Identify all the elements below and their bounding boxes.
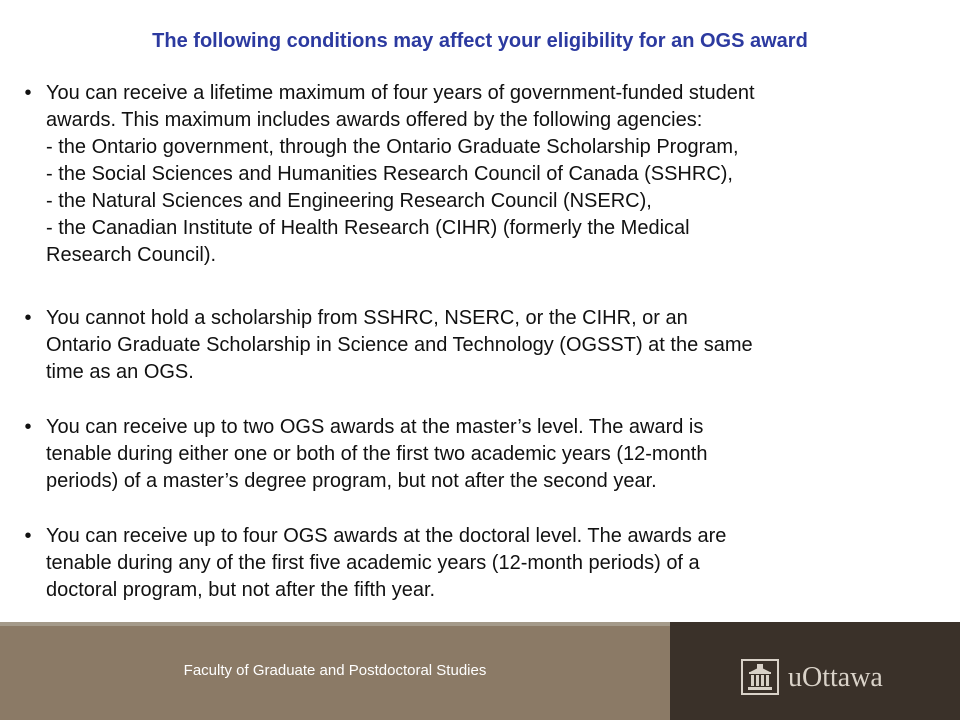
- uottawa-logo: [740, 656, 900, 696]
- uottawa-building-icon: [740, 656, 780, 696]
- bullet-line: You can receive up to four OGS awards at the doctoral level. The awards are: [46, 525, 727, 547]
- bullet-line: - the Natural Sciences and Engineering Research Council (NSERC),: [46, 190, 652, 212]
- bullet-line: Ontario Graduate Scholarship in Science and Technology (OGSST) at the same: [46, 334, 753, 356]
- bullet-line: You can receive up to two OGS awards at the master’s level. The award is: [46, 416, 704, 438]
- bullet-line: tenable during either one or both of the first two academic years (12-month: [46, 443, 708, 465]
- bullet-line: awards. This maximum includes awards offered by the following agencies:: [46, 109, 703, 131]
- bullet-line: - the Canadian Institute of Health Research (CIHR) (formerly the Medical: [46, 217, 690, 239]
- footer-bar: [0, 622, 960, 720]
- bullet-line: time as an OGS.: [46, 361, 194, 383]
- bullet-line: - the Social Sciences and Humanities Research Council of Canada (SSHRC),: [46, 163, 733, 185]
- bullet-masters-level: [24, 414, 946, 495]
- bullet-list: [24, 80, 946, 604]
- bullet-lifetime-maximum: [24, 80, 946, 269]
- logo-wordmark: uOttawa: [788, 662, 883, 693]
- faculty-name: Faculty of Graduate and Postdoctoral Studies: [183, 662, 487, 679]
- bullet-doctoral-level: [24, 523, 946, 604]
- bullet-concurrent-scholarships: [24, 305, 946, 386]
- bullet-line: You can receive a lifetime maximum of four years of government-funded student: [46, 82, 755, 104]
- bullet-line: You cannot hold a scholarship from SSHRC, NSERC, or the CIHR, or an: [46, 307, 688, 329]
- slide-title: The following conditions may affect your eligibility for an OGS award: [152, 30, 808, 52]
- bullet-line: Research Council).: [46, 244, 217, 266]
- bullet-line: - the Ontario government, through the Ontario Graduate Scholarship Program,: [46, 136, 739, 158]
- bullet-marker: •: [24, 307, 32, 329]
- bullet-marker: •: [24, 525, 32, 547]
- bullet-line: tenable during any of the first five academic years (12-month periods) of a: [46, 552, 700, 574]
- bullet-line: doctoral program, but not after the fifth year.: [46, 579, 436, 601]
- bullet-marker: •: [24, 416, 32, 438]
- bullet-marker: •: [24, 82, 32, 104]
- bullet-line: periods) of a master’s degree program, but not after the second year.: [46, 470, 657, 492]
